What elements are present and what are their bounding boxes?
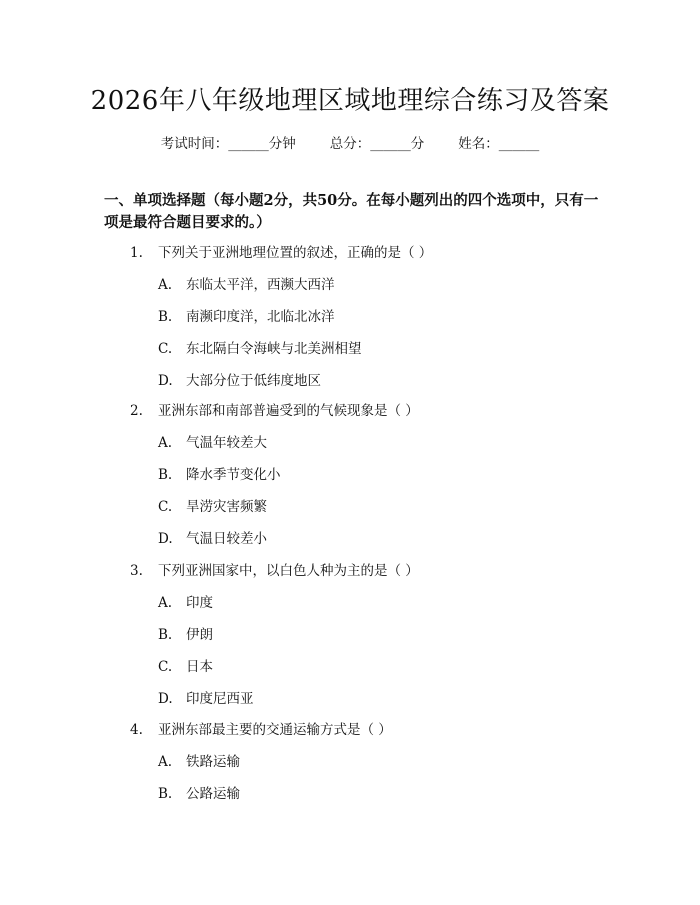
option-text: 伊朗 [186, 627, 213, 643]
question-3-option-d [158, 690, 254, 708]
question-2 [130, 402, 419, 420]
option-text: 铁路运输 [186, 754, 240, 770]
student-name-field: 姓名：______ [458, 136, 540, 152]
option-text: 大部分位于低纬度地区 [186, 373, 321, 389]
option-label: A. [158, 277, 173, 293]
question-text: 亚洲东部和南部普遍受到的气候现象是（ ） [158, 403, 419, 419]
question-1 [130, 244, 432, 262]
option-label: B. [158, 467, 173, 483]
option-label: C. [158, 499, 173, 515]
exam-meta [0, 132, 700, 152]
option-label: A. [158, 754, 173, 770]
option-text: 东北隔白令海峡与北美洲相望 [186, 341, 362, 357]
option-text: 公路运输 [186, 786, 240, 802]
total-score-field: 总分：______分 [329, 136, 425, 152]
option-label: D. [158, 531, 173, 547]
section-heading: 一、单项选择题（每小题2分，共50分。在每小题列出的四个选项中，只有一项是最符合题目要求的。） [104, 192, 599, 231]
question-2-option-d [158, 530, 267, 548]
question-number: 2. [130, 403, 143, 419]
option-label: C. [158, 341, 173, 357]
question-4-option-a [158, 753, 240, 771]
option-text: 气温日较差小 [186, 531, 267, 547]
question-text: 下列关于亚洲地理位置的叙述，正确的是（ ） [158, 245, 433, 261]
option-label: B. [158, 627, 173, 643]
question-3-option-b [158, 626, 213, 644]
option-label: A. [158, 435, 173, 451]
option-text: 东临太平洋，西濒大西洋 [186, 277, 335, 293]
option-text: 日本 [186, 659, 213, 675]
option-label: B. [158, 309, 173, 325]
option-label: D. [158, 691, 173, 707]
question-4-option-b [158, 785, 240, 803]
question-1-option-a [158, 276, 335, 294]
option-text: 南濒印度洋，北临北冰洋 [186, 309, 335, 325]
question-1-option-b [158, 308, 335, 326]
question-2-option-a [158, 434, 267, 452]
question-number: 3. [130, 563, 143, 579]
question-1-option-c [158, 340, 362, 358]
option-label: C. [158, 659, 173, 675]
question-4 [130, 721, 392, 739]
exam-time-field: 考试时间：______分钟 [160, 136, 296, 152]
question-text: 亚洲东部最主要的交通运输方式是（ ） [158, 722, 392, 738]
option-label: B. [158, 786, 173, 802]
option-label: D. [158, 373, 173, 389]
question-3 [130, 562, 419, 580]
option-text: 降水季节变化小 [186, 467, 281, 483]
question-1-option-d [158, 372, 321, 390]
page-title: 2026年八年级地理区域地理综合练习及答案 [90, 86, 610, 116]
question-2-option-b [158, 466, 281, 484]
option-text: 旱涝灾害频繁 [186, 499, 267, 515]
option-label: A. [158, 595, 173, 611]
question-text: 下列亚洲国家中，以白色人种为主的是（ ） [158, 563, 419, 579]
question-3-option-a [158, 594, 213, 612]
question-2-option-c [158, 498, 267, 516]
question-3-option-c [158, 658, 213, 676]
question-number: 1. [130, 245, 143, 261]
option-text: 气温年较差大 [186, 435, 267, 451]
option-text: 印度 [186, 595, 213, 611]
question-number: 4. [130, 722, 143, 738]
option-text: 印度尼西亚 [186, 691, 254, 707]
